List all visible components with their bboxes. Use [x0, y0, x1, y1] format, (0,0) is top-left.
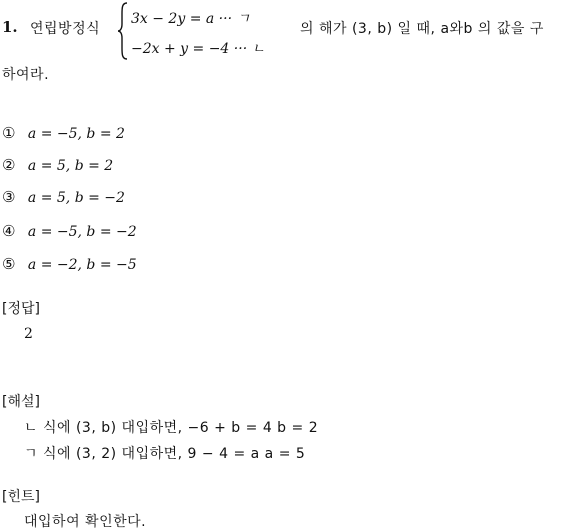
- choice-text: a = −5, b = 2: [27, 126, 125, 142]
- choice-item[interactable]: [2, 124, 125, 142]
- hint-heading: [힌트]: [2, 489, 40, 505]
- choice-text: a = 5, b = 2: [27, 158, 114, 174]
- explanation-line-1: ㄴ 식에 (3, b) 대입하면, −6 + b = 4 b = 2: [24, 420, 319, 436]
- problem-lead-text: 연립방정식: [30, 21, 101, 37]
- explanation-line-2: ㄱ 식에 (3, 2) 대입하면, 9 − 4 = a a = 5: [24, 446, 306, 462]
- choice-item[interactable]: [2, 188, 125, 206]
- equation-brace: [118, 2, 128, 60]
- choice-mark: ③: [2, 188, 16, 206]
- choice-mark: ①: [2, 124, 16, 142]
- problem-tail-text-2: 하여라.: [2, 67, 50, 83]
- choice-mark: ⑤: [2, 255, 16, 273]
- answer-value: 2: [24, 326, 33, 342]
- choice-item[interactable]: [2, 222, 137, 240]
- choice-item[interactable]: [2, 255, 137, 273]
- hint-text: 대입하여 확인한다.: [24, 514, 147, 530]
- choice-text: a = 5, b = −2: [27, 190, 125, 206]
- problem-number: 1.: [2, 18, 18, 36]
- explanation-heading: [해설]: [2, 394, 40, 410]
- equation-2: −2x + y = −4 ··· ㄴ: [131, 41, 266, 57]
- choice-text: a = −2, b = −5: [27, 257, 137, 273]
- choice-mark: ④: [2, 222, 16, 240]
- answer-heading: [정답]: [2, 301, 40, 317]
- equation-1: 3x − 2y = a ··· ㄱ: [131, 11, 251, 27]
- choice-mark: ②: [2, 156, 16, 174]
- choice-item[interactable]: [2, 156, 113, 174]
- problem-tail-text: 의 해가 (3, b) 일 때, a와b 의 값을 구: [300, 21, 544, 37]
- choice-text: a = −5, b = −2: [27, 224, 137, 240]
